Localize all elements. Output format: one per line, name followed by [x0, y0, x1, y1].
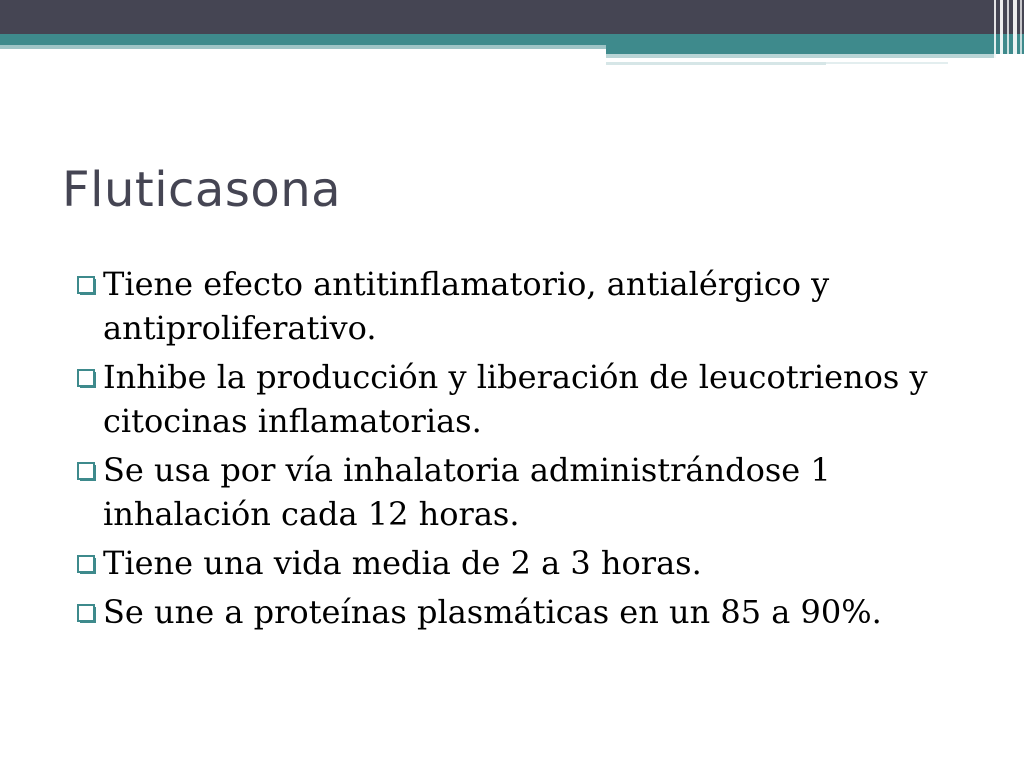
- bullet-text: Tiene efecto antitinflamatorio, antialérgico y antiproliferativo.: [103, 265, 830, 347]
- bullet-item: [76, 262, 976, 350]
- bullet-item: [76, 590, 976, 634]
- header-thin-line: [606, 62, 826, 65]
- hollow-square-bullet-icon: [76, 461, 98, 483]
- bullet-text: Se une a proteínas plasmáticas en un 85 a 90%.: [103, 593, 882, 631]
- bullet-text: Inhibe la producción y liberación de leucotrienos y citocinas inflamatorias.: [103, 358, 928, 440]
- hollow-square-bullet-icon: [76, 554, 98, 576]
- header-band-teal: [0, 34, 1024, 45]
- bullet-item: [76, 355, 976, 443]
- header-band-step-light: [606, 54, 996, 58]
- hollow-square-bullet-icon: [76, 275, 98, 297]
- header-band-light: [0, 45, 606, 49]
- header-vertical-lines: [992, 0, 1024, 66]
- bullet-list: [76, 262, 976, 639]
- bullet-text: Se usa por vía inhalatoria administrándose 1 inhalación cada 12 horas.: [103, 451, 831, 533]
- hollow-square-bullet-icon: [76, 368, 98, 390]
- slide-title: Fluticasona: [62, 162, 342, 218]
- bullet-text: Tiene una vida media de 2 a 3 horas.: [103, 544, 702, 582]
- hollow-square-bullet-icon: [76, 603, 98, 625]
- bullet-item: [76, 448, 976, 536]
- header-band-step: [606, 45, 1024, 54]
- header-thin-line: [826, 62, 948, 64]
- bullet-item: [76, 541, 976, 585]
- header-band-dark: [0, 0, 1024, 34]
